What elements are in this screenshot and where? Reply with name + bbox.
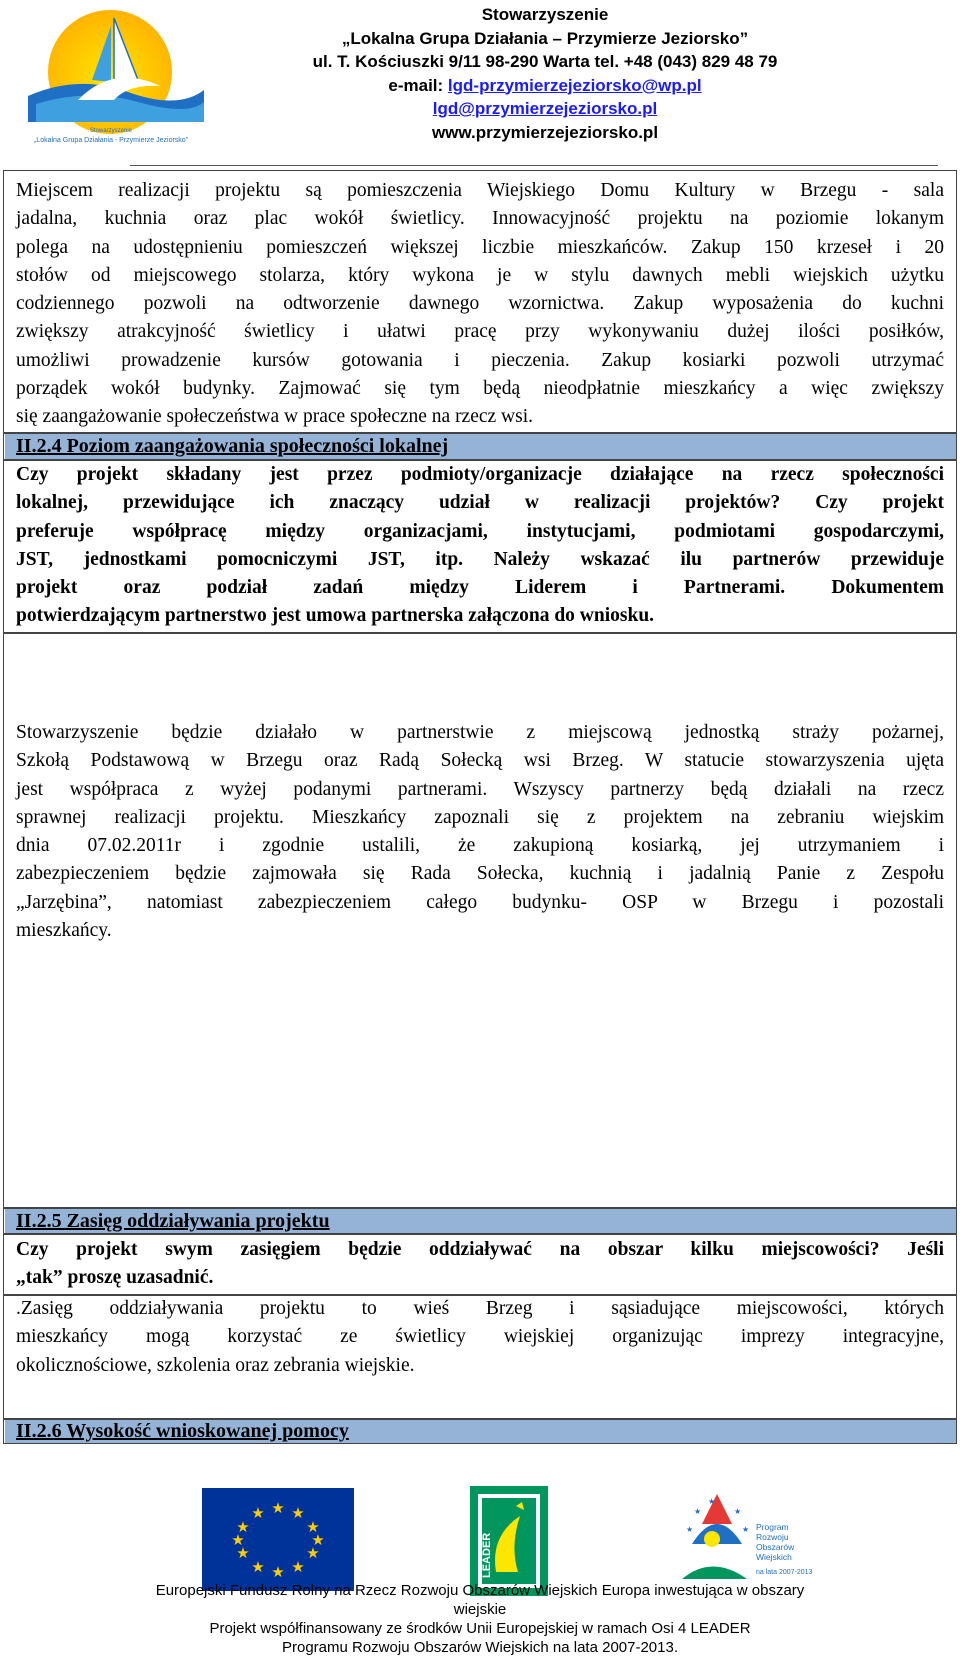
question-line: Czy projekt swym zasięgiem będzie oddziaływać na obszar kilku miejscowości? Jeśli — [16, 1239, 944, 1260]
text-line: umożliwi prowadzenie kursów gotowania i pieczenia. Zakup kosiarki pozwoli utrzymać — [16, 349, 944, 371]
svg-text:★: ★ — [311, 1531, 325, 1549]
eu-flag — [202, 1488, 354, 1591]
svg-text:★: ★ — [708, 1497, 716, 1506]
text-line: codziennego pozwoli na odtworzenie dawnego wzornictwa. Zakup wyposażenia do kuchni — [16, 293, 944, 315]
section-2-4-heading: II.2.4 Poziom zaangażowania społeczności lokalnej — [16, 435, 449, 457]
text-line: się zaangażowanie społeczeństwa w prace społeczne na rzecz wsi. — [16, 406, 534, 428]
question-line: projekt oraz podział zadań między Liderem i Partnerami. Dokumentem — [16, 577, 944, 599]
svg-text:★: ★ — [734, 1507, 742, 1516]
question-line: potwierdzającym partnerstwo jest umowa partnerska załączona do wniosku. — [16, 605, 655, 627]
question-line: JST, jednostkami pomocniczymi JST, itp. Należy wskazać ilu partnerów przewiduje — [16, 548, 944, 570]
section-2-5-answer — [16, 1295, 944, 1380]
row-divider — [3, 1233, 957, 1235]
text-line: sprawnej realizacji projektu. Mieszkańcy zapoznali się z projektem na zebraniu wiejskim — [16, 806, 944, 828]
svg-text:★: ★ — [306, 1544, 320, 1562]
text-line: Szkołą Podstawową w Brzegu oraz Radą Sołecką wsi Brzeg. W statucie stowarzyszenia ujęta — [16, 750, 944, 772]
email-link-1[interactable]: lgd-przymierzejeziorsko@wp.pl — [447, 75, 702, 95]
org-line1: Stowarzyszenie — [481, 5, 609, 24]
svg-text:★: ★ — [291, 1558, 305, 1576]
text-line: stołów od miejscowego stolarza, który wykona je w stylu dawnych mebli wiejskich użytku — [16, 264, 944, 286]
footer-line: Europejski Fundusz Rolny na Rzecz Rozwoju Obszarów Wiejskich Europa inwestująca w obszary — [155, 1582, 805, 1599]
footer-line: Projekt współfinansowany ze środków Unii Europejskiej w ramach Osi 4 LEADER — [209, 1620, 751, 1637]
leader-logo — [470, 1486, 548, 1596]
logo-caption: „Lokalna Grupa Działania - Przymierze Jeziorsko” — [33, 137, 189, 144]
logo-small-text: Stowarzyszenie — [89, 128, 133, 134]
question-line: lokalnej, przewidujące ich znaczący udział w realizacji projektów? Czy projekt — [16, 492, 944, 514]
svg-text:★: ★ — [271, 1563, 285, 1581]
organization-header — [240, 3, 850, 144]
text-line: polega na udostępnieniu pomieszczeń większej liczbie mieszkańców. Zakup 150 krzeseł i 20 — [16, 236, 944, 258]
footer-line: Programu Rozwoju Obszarów Wiejskich na lata 2007-2013. — [281, 1639, 679, 1656]
svg-text:★: ★ — [251, 1504, 265, 1522]
text-line: zwiększy atrakcyjność świetlicy i ułatwi pracę przy wykonywaniu dużej ilości posiłków, — [16, 321, 944, 343]
text-line: .Zasięg oddziaływania projektu to wieś Brzeg i sąsiadujące miejscowości, których — [16, 1298, 944, 1319]
text-line: zabezpieczeniem będzie zajmowała się Rada Sołecka, kuchnią i jadalnią Panie z Zespołu — [16, 863, 944, 885]
svg-text:★: ★ — [236, 1518, 250, 1536]
svg-text:★: ★ — [271, 1499, 285, 1517]
intro-paragraph — [16, 177, 944, 432]
header-divider — [130, 165, 938, 166]
text-line: porządek wokół budynky. Zajmować się tym będą nieodpłatnie mieszkańcy a więc zwiększy — [16, 378, 944, 400]
svg-text:★: ★ — [251, 1558, 265, 1576]
section-2-4-question — [16, 461, 944, 631]
text-line: Miejscem realizacji projektu są pomieszczenia Wiejskiego Domu Kultury w Brzegu - sala — [16, 180, 944, 201]
org-line2: „Lokalna Grupa Działania – Przymierze Jeziorsko” — [341, 28, 749, 48]
svg-text:★: ★ — [231, 1531, 245, 1549]
email-label: e-mail: — [388, 75, 448, 95]
text-line: Stowarzyszenie będzie działało w partnerstwie z miejscową jednostką straży pożarnej, — [16, 722, 944, 743]
svg-text:★: ★ — [686, 1525, 694, 1534]
prow-text: Wiejskich — [756, 1552, 792, 1562]
prow-text: na lata 2007-2013 — [756, 1569, 813, 1576]
org-email-line — [240, 74, 850, 98]
section-2-4-answer — [16, 719, 944, 945]
org-address: ul. T. Kościuszki 9/11 98-290 Warta tel. +48 (043) 829 48 79 — [312, 52, 778, 71]
org-website[interactable]: www.przymierzejeziorsko.pl — [431, 122, 659, 142]
prow-text: Program — [756, 1522, 789, 1532]
text-line: jadalna, kuchnia oraz plac wokół świetlicy. Innowacyjność projektu na poziomie lokanym — [16, 208, 944, 230]
text-line: „Jarzębina”, natomiast zabezpieczeniem całego budynku- OSP w Brzegu i pozostali — [16, 891, 944, 913]
lgd-logo — [18, 4, 204, 154]
section-2-5-heading: II.2.5 Zasięg oddziaływania projektu — [16, 1210, 330, 1232]
row-divider — [3, 632, 957, 634]
svg-text:★: ★ — [742, 1525, 750, 1534]
email-link-2[interactable]: lgd@przymierzejeziorsko.pl — [432, 99, 658, 118]
text-line: dnia 07.02.2011r i zgodnie ustalili, że zakupioną kosiarką, jej utrzymaniem i — [16, 835, 944, 857]
leader-label: LEADER — [481, 1532, 493, 1578]
svg-text:★: ★ — [236, 1544, 250, 1562]
question-line: preferuje współpracę między organizacjami, instytucjami, podmiotami gospodarczymi, — [16, 520, 944, 542]
text-line: mieszkańcy. — [16, 920, 112, 942]
text-line: mieszkańcy mogą korzystać ze świetlicy wiejskiej organizując imprezy integracyjne, — [16, 1326, 944, 1348]
prow-text: Rozwoju — [756, 1532, 789, 1542]
section-2-5-question — [16, 1236, 944, 1293]
footer-line: wiejskie — [453, 1601, 507, 1618]
svg-text:★: ★ — [291, 1504, 305, 1522]
section-2-6-heading: II.2.6 Wysokość wnioskowanej pomocy — [16, 1420, 349, 1442]
svg-text:★: ★ — [306, 1518, 320, 1536]
text-line: jest współpraca z wyżej podanymi partnerami. Wszyscy partnerzy będą działali na rzecz — [16, 778, 944, 800]
footer-funding-note — [120, 1581, 840, 1657]
prow-text: Obszarów — [756, 1542, 795, 1552]
question-line: Czy projekt składany jest przez podmioty/organizacje działające na rzecz społeczności — [16, 464, 944, 485]
prow-logo — [672, 1484, 822, 1594]
svg-text:★: ★ — [694, 1507, 702, 1516]
question-line: „tak” proszę uzasadnić. — [16, 1267, 214, 1289]
text-line: okolicznościowe, szkolenia oraz zebrania wiejskie. — [16, 1354, 415, 1376]
